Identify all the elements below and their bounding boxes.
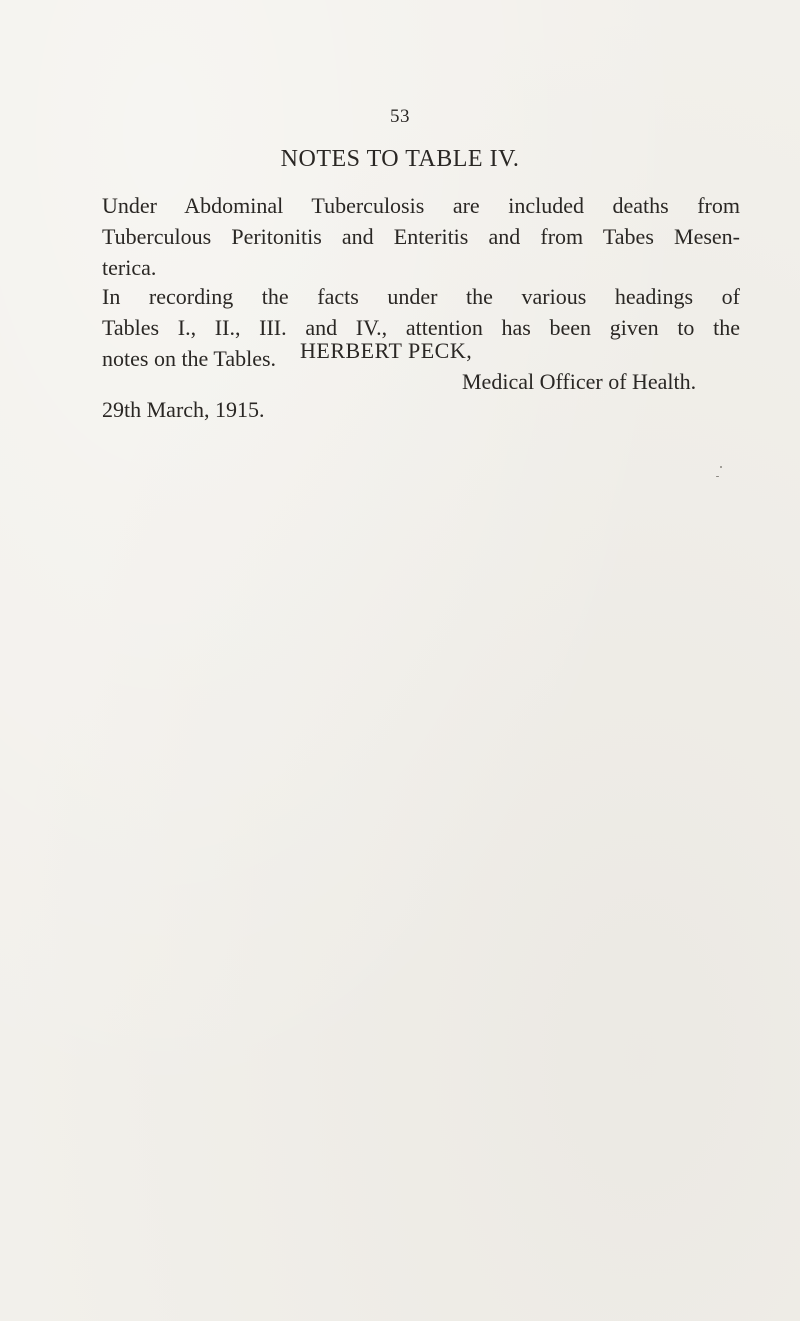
- paragraph-line: Tables I., II., III. and IV., attention has been given to the: [102, 315, 740, 340]
- paragraph-line: terica.: [102, 255, 157, 280]
- paragraph-line: Under Abdominal Tuberculosis are included deaths from: [102, 193, 740, 218]
- paragraph-line: Tuberculous Peritonitis and Enteritis and from Tabes Mesen-: [102, 224, 740, 249]
- section-heading: NOTES TO TABLE IV.: [280, 146, 520, 172]
- paragraph-line: In recording the facts under the various headings of: [102, 284, 740, 309]
- signature-title: Medical Officer of Health.: [462, 369, 697, 394]
- paragraph-abdominal-tuberculosis: [102, 190, 740, 283]
- document-date: 29th March, 1915.: [102, 397, 265, 422]
- page-number: 53: [390, 106, 410, 127]
- ink-speck: [716, 476, 719, 477]
- signature-name: HERBERT PECK,: [300, 338, 473, 363]
- paragraph-line: notes on the Tables.: [102, 346, 277, 371]
- ink-speck: [720, 466, 722, 468]
